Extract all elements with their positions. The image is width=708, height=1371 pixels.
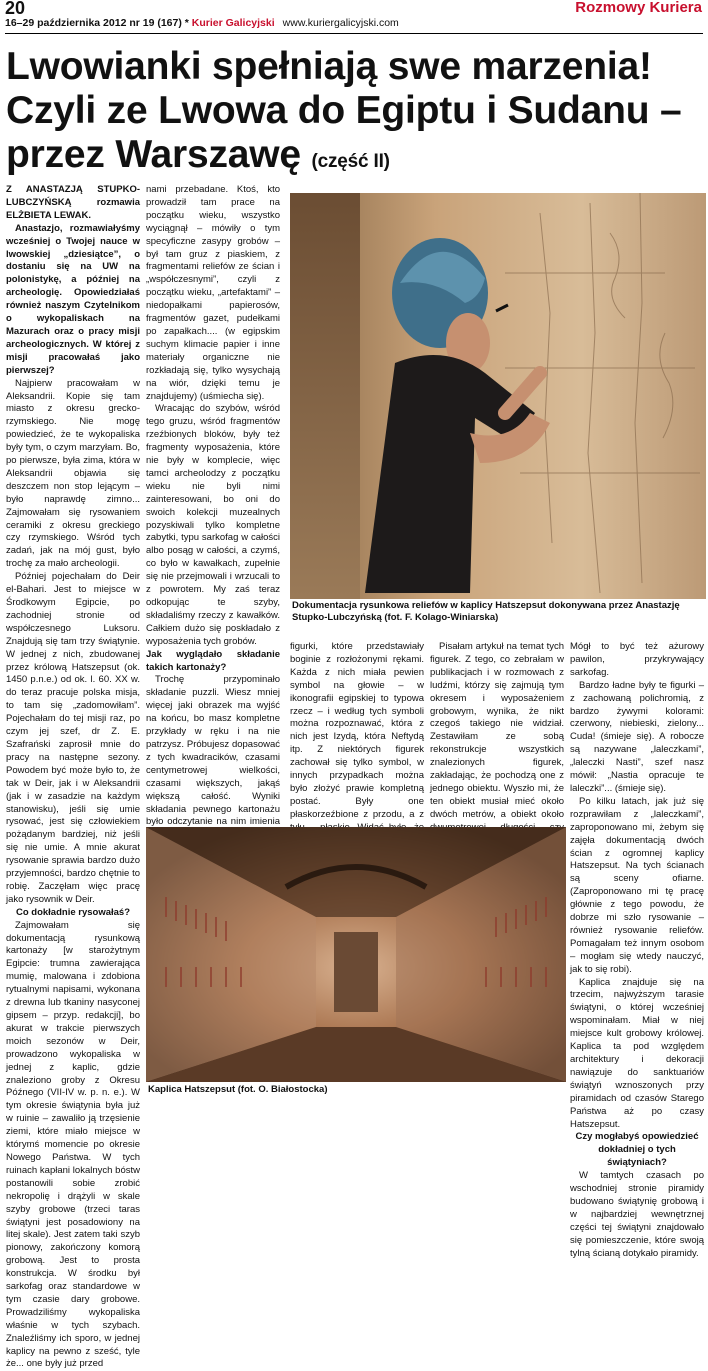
headline-text: Lwowianki spełniają swe marzenia! Czyli ze Lwowa do Egiptu i Sudanu – przez Warszawę (6, 45, 682, 176)
header-divider (5, 33, 703, 34)
paragraph: Zajmowałam się dokumentacją rysunkową kartonaży [w starożytnym Egipcie: trumna zawierająca mumię, malowana i zdobiona rytualnymi napisami, wykonana z drewna lub tkaniny nasyconej gipsem – przyp. redakcji], bo akurat w trakcie pierwszych moich sezonów w Deir, prowadzono wykopaliska w jednej z kaplic, gdzie znaleziono groby z Okresu Późnego (VII-IV w. p. n. e.). W tym okresie świątynia była już w ruinie – zawaliło ją trzęsienie ziemi, które miało miejsce w którymś momencie po okresie Nowego Państwa. W tych ruinach kapłani lokalnych bóstw postanowili sobie zrobić nekropolię i drążyli w skale szyby grobowe (trzeci taras świątyni jest posadowiony na litej skale). Jest zatem taki szyb pionowy, zakończony komorą grobową. Jest to prosta konstrukcja. W środku był sarkofag oraz standardowe w tym czasie dary grobowe. Prowadziliśmy wykopaliska właśnie w tych szybach. Znaleźliśmy ich sporo, w jednej kaplicy na pewno z sześć, tyle że... one były już przed (6, 919, 140, 1370)
headline (6, 45, 706, 184)
brand-name: Kurier Galicyjski (191, 17, 275, 29)
paragraph: Wracając do szybów, wśród tego gruzu, wśród fragmentów rzeźbionych bloków, były też fragmenty wyposażenia, które nie były w komplecie, więc tamci archeolodzy z początku wieku nie byli nimi zainteresowani, bo oni do swoich kolekcji muzealnych pozyskiwali tylko kompletne zabytki, typu sarkofag w całości albo posąg w całości, a czymś, co było w kawałkach, zupełnie się nie przejmowali i wrzucali to z powrotem. My zaś teraz odkopując te szyby, składaliśmy rzeczy z kawałków. Całkiem dużo się poskładało z wyposażenia tych grobów. (146, 403, 280, 647)
photo-1-illustration (290, 193, 706, 599)
photo-2-caption: Kaplica Hatszepsut (fot. O. Białostocka) (148, 1084, 328, 1095)
photo-2-illustration (146, 827, 566, 1082)
subheading: Jak wyglądało składanie takich kartonaży? (146, 648, 280, 673)
text-column-1 (6, 184, 140, 1370)
photo-hatshepsut-chapel (146, 827, 566, 1082)
issue-info (5, 17, 399, 29)
text-column-3 (290, 641, 424, 821)
paragraph: figurki, które przedstawiały boginie z rozłożonymi rękami. Każda z nich miała pewien symbol na głowie – w ikonografii egipskiej to typowa rzecz – i według tych symboli można rozpoznawać, która z nich jest Izydą, która Neftydą itp. Z niektórych figurek zachował się tylko symbol, w innych przypadkach można było złożyć prawie kompletną postać. Były one płaskorzeźbione z przodu, a z (290, 641, 424, 820)
paragraph: Kaplica znajduje się na trzecim, najwyższym tarasie świątyni, o której wcześniej wspominałam. Miał w niej miejsce kult grobowy królowej. Kaplica ta pod względem architektury i dekoracji nawiązuje do sanktuariów świątyń wznoszonych przy piramidach od czasów Starego Państwa aż po czasy Hatszepsut. (570, 976, 704, 1130)
paragraph: Z ANASTAZJĄ STUPKO-LUBCZYŃSKĄ rozmawia ELŻBIETA LEWAK. (6, 184, 140, 221)
photo-archaeologist-drawing (290, 193, 706, 599)
paragraph: Pisałam artykuł na temat tych figurek. Z tego, co zebrałam w publikacjach i w rozmowach z ludźmi, którzy się zajmują tym okresem i wyposażeniem grobowym, wynika, że nikt czegoś takiego nie widział. Zestawiłam ze sobą rekonstrukcje wszystkich znalezionych figurek, zakładając, że pochodzą one z jednego obiektu. Wyszło mi, że ten obiekt musiał mieć około dwóch metrów, a obiekt około (430, 641, 564, 820)
issue-date: 16–29 października 2012 nr 19 (167) * (5, 17, 192, 29)
paragraph: Bardzo ładne były te figurki – z zachowaną polichromią, z bardzo żywymi kolorami: czerwony, niebieski, zielony... Cuda! (śmieje się). A robocze są nazywane „laleczkami”, „laleczki Nasti”, szef nasz mówił: „Nastia opracuje te laleczki”... (śmieje się). (570, 679, 704, 794)
question: Anastazjo, rozmawiałyśmy wcześniej o Twojej nauce w lwowskiej „dziesiątce”, o dostaniu się na UW na polonistykę, a później na archeologię. Opowiedziałaś również naszym Czytelnikom o wykopaliskach na Mazurach oraz o pracy misji archeologicznych. W której z misji pracowałaś jako pierwszej? (6, 222, 140, 376)
text-column-2 (146, 184, 280, 828)
headline-part: (część II) (311, 151, 390, 172)
section-title: Rozmowy Kuriera (575, 0, 702, 16)
text-column-4 (430, 641, 564, 821)
text-column-5 (570, 641, 704, 1259)
subheading: Czy mogłabyś opowiedzieć dokładniej o tych świątyniach? (575, 1131, 699, 1169)
paragraph: nami przebadane. Ktoś, kto prowadził tam prace na początku wieku, wszystko wyciągnął – mówiły o tym specyficzne zasypy grobów – był tam gruz z piaskiem, z fragmentami reliefów ze ścian i „współczesnymi”, czyli z początku wieku, „artefaktami” – niedopałkami papierosów, fragmentów gazet, pudełkami po zapałkach.... (w egipskim suchym klimacie papier i inne materiały organiczne nie rozkładają się, tylko wysychają na wiór, dzięki temu je znajdujemy) (uśmiecha się). (146, 184, 280, 402)
site-url[interactable]: www.kuriergalicyjski.com (282, 17, 399, 29)
paragraph: Później pojechałam do Deir el-Bahari. Jest to miejsce w Środkowym Egipcie, po zachodniej stronie od współczesnego Luksoru. Znajdują się tam trzy świątynie. W jednej z nich, zbudowanej przez królową Hatszepsut (ok. 1450 p.n.e.) od ok. l. 60. XX w. do teraz pracuje polska misja, to tam się „zadomowiłam”. Pojechałam do tej misji raz, po czym jej szef, dr Z. E. Szafrański zaprosił mnie do pracy na następne sezony. Powodem być może było to, że tak w Deir, jak i w Aleksandrii (jak i w zasadzie na każdym stanowisku), jeśli się umie rysować, jest się człowiekiem pożądanym bardziej, niż jeśli się nie umie. A mnie akurat rysowanie sprawia bardzo dużo przyjemności, bardzo chętnie to robię. Zaczęłam więc pracę jako rysownik w Deir. (6, 571, 140, 905)
paragraph: W tamtych czasach po wschodniej stronie piramidy budowano świątynię grobową i w najbardziej wewnętrznej części tej świątyni znajdowało się pomieszczenie, które swoją tylną ścianą dotykało piramidy. (570, 1170, 704, 1259)
page-number: 20 (5, 0, 26, 18)
photo-1-caption: Dokumentacja rysunkowa reliefów w kaplicy Hatszepsut dokonywana przez Anastazję Stupko-Lubczyńską (fot. F. Kolago-Winiarska) (292, 600, 680, 623)
paragraph: Po kilku latach, jak już się rozprawiłam z „laleczkami”, zaproponowano mi, żebym się zajęła dokumentacją dwóch ścian z ogromnej kaplicy Hatszepsut. Na tych ścianach są sceny ofiarne. (Zaproponowano mi tę pracę głównie z tego powodu, że dobrze mi szło rysowanie – również rysowanie reliefów. Pomagałam też innym osobom – mogłam się wtedy nauczyć, jak to się robi). (570, 795, 704, 975)
paragraph: Najpierw pracowałam w Aleksandrii. Kopie się tam miasto z okresu grecko-rzymskiego. Nie mogę powiedzieć, że te wykopaliska były tym, o czym marzyłam. Bo, po pierwsze, była zima, która w Aleksandrii objawia się deszczem non stop lejącym – było naprawdę zimno... Zajmowałam się rysowaniem ceramiki z okresu greckiego czy rzymskiego. Wśród tych zadań, jak na mój gust, było trochę za mało archeologii. (6, 377, 140, 570)
paragraph: Trochę przypominało składanie puzzli. Wiesz mniej więcej jaki obrazek ma wyjść na końcu, bo masz kompletne przykłady w ręku i na nie patrzysz. Próbujesz dopasować z tych kwadracików, czasami centymetrowej wielkości, czasami większych, jakąś większą całość. Wyniki składania pewnego kartonażu było odczytanie na nim imienia (146, 674, 280, 828)
paragraph: Mógł to być też ażurowy pawilon, przykrywający sarkofag. (570, 641, 704, 678)
subheading: Co dokładnie rysowałaś? (15, 906, 131, 918)
